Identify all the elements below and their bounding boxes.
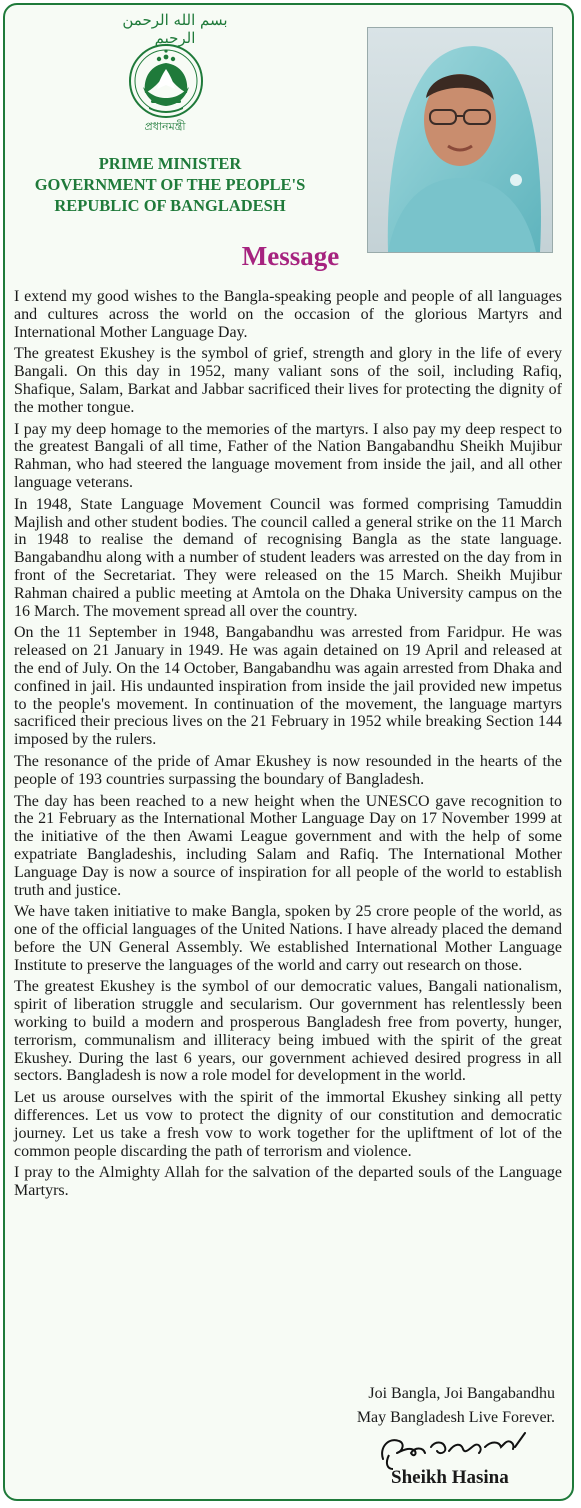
message-paragraph: The greatest Ekushey is the symbol of our democratic values, Bangali nationalism, spirit of liberation struggle and secularism. Our government has relentlessly been working to build a modern and prosperous Bangladesh free from poverty, hunger, terrorism, communalism and illiteracy being imbued with the spirit of the great Ekushey. During the last 6 years, our government achieved desired progress in all sectors. Bangladesh is now a role model for development in the world. [14, 978, 562, 1085]
message-paragraph: We have taken initiative to make Bangla, spoken by 25 crore people of the world, as one of the official languages of the United Nations. I have already placed the demand before the UN General Assembly. We established International Mother Language Institute to preserve the languages of the world and carry out research on those. [14, 903, 562, 974]
bismillah-calligraphy: بسم الله الرحمن الرحيم [122, 11, 228, 47]
message-paragraph: I pray to the Almighty Allah for the salvation of the departed souls of the Language Martyrs. [14, 1164, 562, 1200]
closing-lines [305, 1382, 555, 1430]
message-paragraph: On the 11 September in 1948, Bangabandhu was arrested from Faridpur. He was released on 21 January in 1949. He was again detained on 19 April and released at the end of July. On the 14 October, Bangabandhu was again arrested from Dhaka and confined in jail. His undaunted inspiration from inside the jail provided new impetus to the people's movement. In continuation of the movement, the language martyrs sacrificed their precious lives on the 21 February in 1952 while breaking Section 144 imposed by the rulers. [14, 624, 562, 749]
message-heading: Message [241, 241, 340, 271]
office-title [25, 153, 315, 216]
message-paragraph: Let us arouse ourselves with the spirit of the immortal Ekushey sinking all petty differences. Let us vow to protect the dignity of our constitution and democratic journey. Let us take a fresh vow to work together for the upliftment of lot of the common people discarding the path of terrorism and violence. [14, 1089, 562, 1160]
signatory-name: Sheikh Hasina [391, 1467, 509, 1488]
message-paragraph: I extend my good wishes to the Bangla-speaking people and people of all languages and cultures across the world on the occasion of the glorious Martyrs and International Mother Language Day. [14, 288, 562, 341]
message-paragraph: The resonance of the pride of Amar Ekushey is now resounded in the hearts of the people of 193 countries surpassing the boundary of Bangladesh. [14, 752, 562, 788]
bangladesh-emblem-icon [121, 43, 211, 119]
office-title-line: PRIME MINISTER [98, 154, 242, 173]
message-body [14, 288, 562, 1204]
portrait-image [368, 28, 552, 252]
office-title-line: REPUBLIC OF BANGLADESH [54, 196, 286, 215]
handwritten-signature-icon [375, 1425, 535, 1471]
closing-line: May Bangladesh Live Forever. [356, 1409, 555, 1426]
message-paragraph: In 1948, State Language Movement Council was formed comprising Tamuddin Majlish and other student bodies. The council called a general strike on the 11 March in 1948 to realise the demand of recognising Bangla as the state language. Bangabandhu along with a number of student leaders was arrested on the day from in front of the Secretariat. They were released on the 15 March. Sheikh Mujibur Rahman chaired a public meeting at Amtola on the Dhaka University campus on the 16 March. The movement spread all over the country. [14, 495, 562, 620]
message-paragraph: I pay my deep homage to the memories of the martyrs. I also pay my deep respect to the greatest Bangali of all time, Father of the Nation Bangabandhu Sheikh Mujibur Rahman, who had steered the language movement from inside the jail, and all other language veterans. [14, 420, 562, 491]
message-paragraph: The day has been reached to a new height when the UNESCO gave recognition to the 21 February as the International Mother Language Day on 17 November 1999 at the initiative of the then Awami League government and with the help of some expatriate Bangladeshis, including Salam and Rafiq. The International Mother Language Day is now a source of inspiration for all people of the world to establish truth and justice. [14, 792, 562, 899]
message-card [3, 3, 574, 1501]
message-paragraph: The greatest Ekushey is the symbol of grief, strength and glory in the life of every Bangali. On this day in 1952, many valiant sons of the soil, including Rafiq, Shafique, Salam, Barkat and Jabbar sacrificed their lives for protecting the dignity of the mother tongue. [14, 345, 562, 416]
closing-line: Joi Bangla, Joi Bangabandhu [368, 1385, 555, 1402]
emblem-caption: প্রধানমন্ত্রী [144, 120, 186, 133]
office-title-line: GOVERNMENT OF THE PEOPLE'S [34, 175, 306, 194]
prime-minister-portrait [367, 27, 553, 253]
